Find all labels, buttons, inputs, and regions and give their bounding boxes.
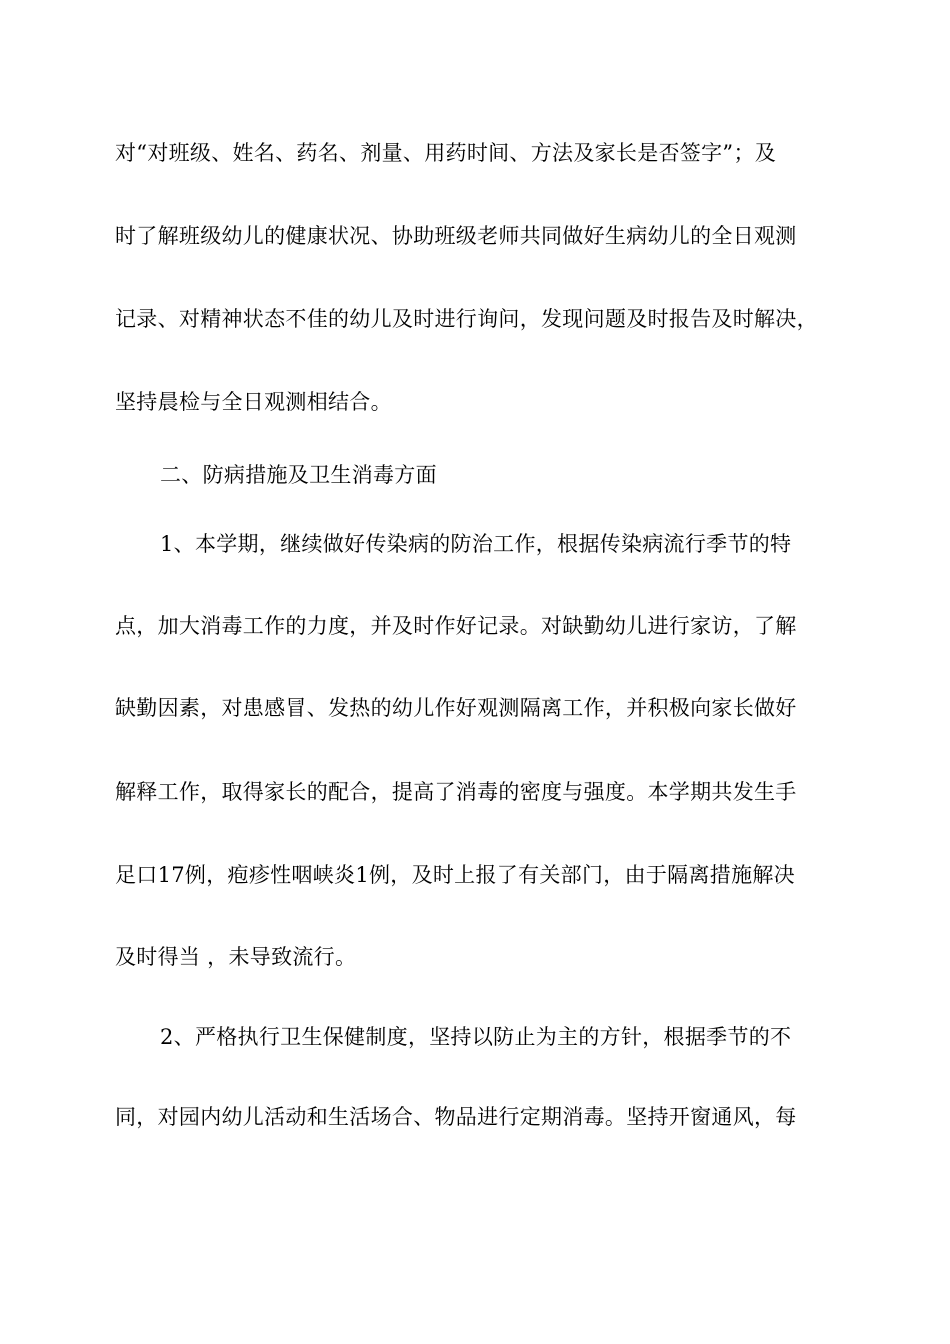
text-line: 解释工作，取得家长的配合，提高了消毒的密度与强度。本学期共发生手 [115,780,797,804]
text-line: 对“对班级、姓名、药名、剂量、用药时间、方法及家长是否签字”；及 [115,141,777,165]
text-line: 坚持晨检与全日观测相结合。 [115,390,392,414]
text-line: 同，对园内幼儿活动和生活场合、物品进行定期消毒。坚持开窗通风，每 [115,1105,797,1129]
paragraph-start-line: 2、严格执行卫生保健制度，坚持以防止为主的方针，根据季节的不 [160,1025,792,1049]
text-line: 缺勤因素，对患感冒、发热的幼儿作好观测隔离工作，并积极向家长做好 [115,696,797,720]
text-line: 记录、对精神状态不佳的幼儿及时进行询问，发现问题及时报告及时解决， [115,307,818,331]
paragraph-start-line: 1、本学期，继续做好传染病的防治工作，根据传染病流行季节的特 [160,532,792,556]
text-line: 足口17例，疱疹性咽峡炎1例，及时上报了有关部门，由于隔离措施解决 [115,863,795,887]
section-heading: 二、防病措施及卫生消毒方面 [160,463,437,487]
text-line: 及时得当 ，未导致流行。 [115,945,357,969]
text-line: 时了解班级幼儿的健康状况、协助班级老师共同做好生病幼儿的全日观测 [115,224,797,248]
text-line: 点，加大消毒工作的力度，并及时作好记录。对缺勤幼儿进行家访，了解 [115,614,797,638]
